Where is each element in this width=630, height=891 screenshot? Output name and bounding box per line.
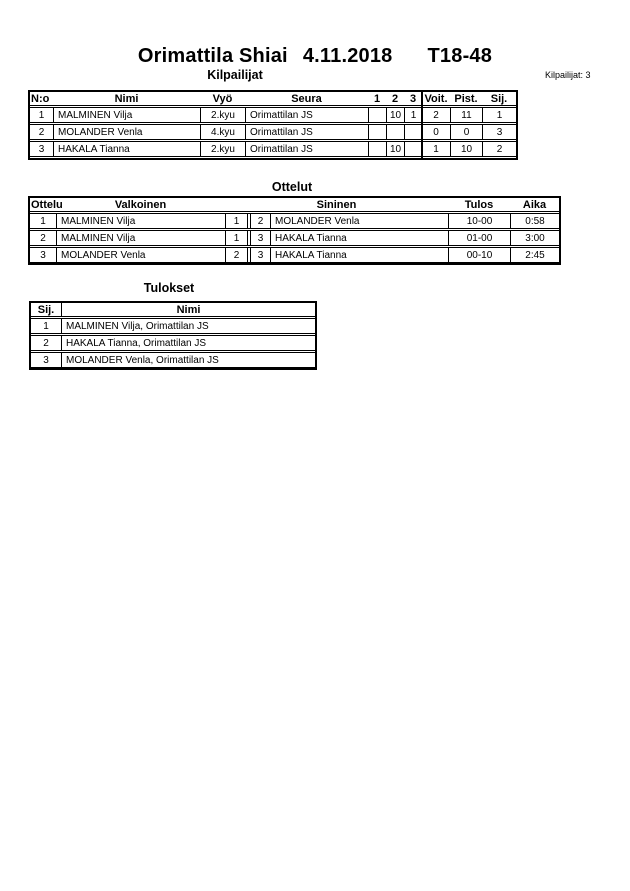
cell-match-number: 3 — [40, 249, 46, 261]
cell-nimi: MALMINEN Vilja — [53, 108, 200, 122]
cell-result: 00-10 — [448, 248, 510, 262]
cell-blue-number: 3 — [250, 231, 270, 245]
cell-sij: 3 — [482, 125, 516, 139]
competitor-count-label: Kilpailijat: 3 — [545, 70, 591, 80]
cell-white-number: 2 — [225, 248, 248, 262]
table-row — [30, 213, 559, 229]
table-row — [30, 107, 516, 123]
cell-vyo: 4.kyu — [200, 125, 245, 139]
cell-pist: 10 — [450, 142, 482, 156]
cell-score-2: 10 — [386, 108, 404, 122]
header-col1: 1 — [373, 92, 381, 105]
cell-voit: 2 — [433, 109, 439, 121]
cell-score-1 — [368, 108, 386, 122]
header-vyo: Vyö — [212, 92, 233, 105]
thick-column-divider — [421, 91, 423, 159]
cell-no: 3 — [38, 143, 45, 155]
cell-placement: 1 — [43, 320, 49, 332]
header-tulos: Tulos — [464, 198, 494, 211]
cell-white-number: 1 — [225, 214, 248, 228]
cell-match-number: 2 — [40, 232, 46, 244]
cell-blue-player: HAKALA Tianna — [270, 231, 448, 245]
cell-voit: 0 — [433, 126, 439, 138]
cell-result: 01-00 — [448, 231, 510, 245]
section-title-tulokset: Tulokset — [143, 281, 195, 295]
section-title-kilpailijat: Kilpailijat — [207, 68, 263, 82]
header-nimi: Nimi — [61, 303, 315, 316]
table-row — [31, 352, 315, 368]
header-col3: 3 — [409, 92, 417, 105]
header-valkoinen: Valkoinen — [114, 198, 167, 211]
cell-name-club: MOLANDER Venla, Orimattilan JS — [61, 353, 315, 367]
ottelut-header-row — [30, 198, 559, 212]
cell-score-3 — [404, 125, 422, 139]
cell-seura: Orimattilan JS — [245, 142, 368, 156]
cell-white-player: MALMINEN Vilja — [56, 231, 225, 245]
kilpailijat-table — [28, 90, 518, 160]
cell-time: 2:45 — [510, 248, 559, 262]
tulokset-table — [29, 301, 317, 370]
header-nimi: Nimi — [114, 92, 139, 105]
cell-name-club: HAKALA Tianna, Orimattilan JS — [61, 336, 315, 350]
header-col2: 2 — [391, 92, 399, 105]
table-row — [31, 335, 315, 351]
header-aika: Aika — [522, 198, 547, 211]
event-date: 4.11.2018 — [302, 45, 393, 67]
cell-white-player: MALMINEN Vilja — [56, 214, 225, 228]
cell-score-2 — [386, 125, 404, 139]
tulokset-header-row — [31, 303, 315, 317]
cell-voit: 1 — [433, 143, 439, 155]
cell-white-player: MOLANDER Venla — [56, 248, 225, 262]
cell-score-3: 1 — [404, 108, 422, 122]
cell-seura: Orimattilan JS — [245, 125, 368, 139]
cell-vyo: 2.kyu — [200, 108, 245, 122]
header-pist: Pist. — [454, 92, 478, 105]
cell-sij: 1 — [482, 108, 516, 122]
table-row — [30, 230, 559, 246]
cell-seura: Orimattilan JS — [245, 108, 368, 122]
cell-blue-number: 2 — [250, 214, 270, 228]
cell-pist: 0 — [450, 125, 482, 139]
cell-white-number: 1 — [225, 231, 248, 245]
table-row — [30, 141, 516, 157]
cell-blue-number: 3 — [250, 248, 270, 262]
cell-vyo: 2.kyu — [200, 142, 245, 156]
weight-category: T18-48 — [427, 45, 493, 67]
cell-no: 2 — [38, 126, 45, 138]
cell-name-club: MALMINEN Vilja, Orimattilan JS — [61, 319, 315, 333]
cell-match-number: 1 — [40, 215, 46, 227]
header-ottelu: Ottelu — [31, 198, 63, 211]
cell-placement: 2 — [43, 337, 49, 349]
cell-nimi: HAKALA Tianna — [53, 142, 200, 156]
cell-result: 10-00 — [448, 214, 510, 228]
cell-score-3 — [404, 142, 422, 156]
cell-no: 1 — [38, 109, 45, 121]
section-title-ottelut: Ottelut — [271, 180, 313, 194]
header-sij: Sij. — [490, 92, 508, 105]
header-sij: Sij. — [37, 303, 55, 316]
cell-pist: 11 — [450, 108, 482, 122]
header-seura: Seura — [291, 92, 322, 105]
cell-time: 0:58 — [510, 214, 559, 228]
event-name: Orimattila Shiai — [137, 45, 288, 67]
cell-score-2: 10 — [386, 142, 404, 156]
cell-placement: 3 — [43, 354, 49, 366]
page-title — [0, 45, 630, 68]
table-row — [30, 247, 559, 263]
header-no: N:o — [31, 92, 50, 105]
cell-nimi: MOLANDER Venla — [53, 125, 200, 139]
ottelut-table — [28, 196, 561, 265]
cell-score-1 — [368, 142, 386, 156]
table-row — [30, 124, 516, 140]
cell-blue-player: MOLANDER Venla — [270, 214, 448, 228]
cell-score-1 — [368, 125, 386, 139]
header-voit: Voit. — [424, 92, 448, 105]
kilpailijat-header-row — [30, 92, 516, 106]
cell-time: 3:00 — [510, 231, 559, 245]
table-row — [31, 318, 315, 334]
cell-blue-player: HAKALA Tianna — [270, 248, 448, 262]
header-sininen: Sininen — [316, 198, 357, 211]
cell-sij: 2 — [482, 142, 516, 156]
